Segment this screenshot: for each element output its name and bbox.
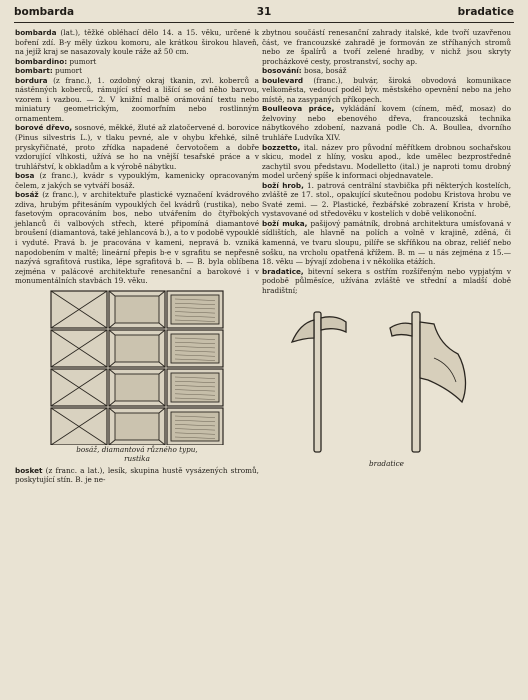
right-column	[262, 28, 511, 470]
dictionary-entry	[262, 267, 511, 296]
dictionary-entry	[15, 76, 259, 124]
entry-headword: borové dřevo,	[15, 123, 73, 133]
bossage-block	[167, 330, 223, 367]
entry-text: vykládání kovem (cínem, měď, mosaz) do želvoviny nebo ebenového dřeva, francouzská technika nábytkového zdobení, nazvaná podle Ch. A. Boullea, dvorního truhláře Ludvíka XIV.	[262, 104, 511, 143]
entry-headword: Boulleova práce,	[262, 104, 335, 114]
bossage-block	[109, 369, 165, 406]
entry-text: (z franc.), kvádr s vypouklým, kamenicky opracovaným čelem, z jakých se vytváří bosáž.	[15, 171, 259, 190]
entry-text: 1. patrová centrální stavbička při některých kostelích, zvláště ze 17. stol., opakující skutečnou podobu Kristova hrobu ve Svaté zemi. — 2. Plastické, řezbářské zobrazení Krista v hrobě, vystavované od středověku v kostelích v době velikonoční.	[262, 180, 512, 219]
entry-text: bitevní sekera s ostřím rozšířeným nebo vypjatým v podobě půlměsíce, užívána zvláště ve střední a mladší době hradištní;	[262, 266, 511, 295]
dictionary-entry	[262, 181, 511, 219]
dictionary-entry	[262, 219, 511, 267]
entry-text: bosa, bosáž	[301, 66, 347, 76]
bossage-block	[109, 408, 165, 445]
entry-headword: bosa	[15, 171, 35, 181]
dictionary-entry	[262, 104, 511, 142]
entry-text: (z franc. a lat.), lesík, skupina hustě vysázených stromů, poskytující stín. B. je ne-	[15, 465, 259, 485]
bossage-block	[167, 291, 223, 328]
dictionary-entry	[15, 171, 259, 190]
entry-text: pumort	[67, 56, 97, 66]
entry-headword: bozzetto,	[262, 142, 301, 152]
bossage-block	[51, 408, 107, 445]
entry-text: sosnové, měkké, žluté až zlatočervené d. borovice (Pinus silvestris L.), v tlaku pevné, ale v ohybu křehké, silně pryskyřičnaté, proto zřídka napadené červotočem a dobře vzdorující vlhkosti, užívá se ho na vnější tesařské práce a v truhlářství, k obkladům a k výrobě nábytku.	[15, 123, 259, 171]
axe-side-view	[292, 312, 346, 452]
entry-text: (lat.), těžké obléhací dělo 14. a 15. věku, určené k boření zdí. B-y měly úzkou komoru, ale krátkou širokou hlaveň, na jejíž kraj se nasazovaly koule ráže až 50 cm.	[15, 28, 259, 57]
bossage-block	[109, 291, 165, 328]
entry-headword: boží hrob,	[262, 180, 304, 190]
entry-headword: bosket	[15, 465, 43, 475]
axe-figure	[262, 298, 511, 468]
bossage-block	[109, 330, 165, 367]
entry-headword: boulevard	[262, 75, 304, 85]
dictionary-entry-continued	[262, 28, 511, 66]
bossage-block	[51, 369, 107, 406]
figure-caption: bradatice	[369, 458, 404, 468]
entry-text: pumort	[52, 66, 82, 76]
dictionary-entry	[262, 143, 511, 181]
entry-headword: bombarda	[15, 28, 57, 37]
page-number: 31	[256, 6, 272, 18]
figure-caption-line2: rustika	[124, 454, 150, 464]
dictionary-entry	[15, 66, 259, 76]
entry-headword: bosáž	[15, 190, 39, 200]
bossage-block	[51, 291, 107, 328]
dictionary-entry	[15, 28, 259, 57]
bossage-block	[167, 408, 223, 445]
entry-headword: boží muka,	[262, 218, 308, 228]
bossage-illustration	[49, 289, 225, 445]
header-last-entry: bradatice	[457, 6, 514, 18]
dictionary-entry	[15, 466, 259, 485]
left-column	[15, 28, 259, 485]
entry-headword: bordura	[15, 75, 48, 85]
entry-headword: bradatice,	[262, 266, 304, 276]
entry-headword: bosování:	[262, 66, 302, 76]
bossage-block	[51, 330, 107, 367]
dictionary-entry	[15, 57, 259, 67]
header-first-entry: bombarda	[14, 6, 75, 18]
page-header	[14, 6, 514, 23]
entry-headword: bombardino:	[15, 56, 68, 66]
entry-text: (z franc.), v architektuře plastické vyznačení kvádrového zdiva, hrubým přitesáním vypouklých čel kvádrů (rustika), nebo fasetovým opracováním bos, nebo utvářením do čtyřbokých jehlanců či valbových střech, které připomíná diamantové broušení (diamantová, také jehlancová b.), a to v podobě vypouklé i vyduté. Pravá b. je pracována v kameni, nepravá b. vzniká napodobením v maltě; lineární přepis b-e v sgrafitu se nepřesně nazývá sgrafitová rustika, lépe sgrafitová b. — B. byla oblíbena zejména v palácové architektuře renesanční a barokové i v monumentálních stavbách 19. věku.	[15, 190, 259, 286]
entry-text: ital. název pro původní měřítkem drobnou sochařskou skicu, model z hlíny, vosku apod., kde umělec bezprostředně zachytil svou představu. Modelletto (ital.) je naproti tomu drobný model určený spíše k informaci objednavatele.	[262, 142, 511, 181]
dictionary-entry	[15, 190, 259, 285]
entry-text: (franc.), bulvár, široká obvodová komunikace velkoměsta, vedoucí podél býv. městského opevnění nebo na jeho místě, na zasypaných příkopech.	[262, 75, 511, 104]
axe-bearded-view	[390, 312, 465, 452]
bossage-block	[167, 369, 223, 406]
entry-headword: bombart:	[15, 66, 53, 76]
bossage-figure	[15, 289, 259, 464]
entry-text: (z franc.), 1. ozdobný okraj tkanin, zvl. koberců a nástěnných koberců, rámující střed a lišící se od něho barvou, vzorem i vazbou. — 2. V knižní malbě orámování textu nebo miniatury geometrickým, zoomorfním nebo rostlinným ornamentem.	[15, 75, 259, 123]
entry-text: zbytnou součástí renesanční zahrady italské, kde tvoří uzavřenou část, ve francouzské zahradě je formován ze stříhaných stromů nebo ze špalírů a tvoří zelené hradby, v nichž jsou skryty procházkové cesty, prostranství, sochy ap.	[262, 28, 511, 66]
figure-caption: bosáž, diamantová různého typu,	[76, 444, 198, 454]
dictionary-entry	[262, 66, 511, 76]
entry-text: pašijový památník, drobná architektura umísťovaná v sídlištích, ale hlavně na polích a volně v krajině, zděná, či kamenná, ve tvaru sloupu, pilíře se skříňkou na obraz, reliéf nebo sošku, na vrcholu opatřená křížem. B. m — u nás zejména z 15.—18. věku — bývají zdobena i v několika etážích.	[262, 218, 511, 267]
dictionary-entry	[262, 76, 511, 105]
dictionary-entry	[15, 123, 259, 171]
axe-illustration	[262, 298, 511, 456]
